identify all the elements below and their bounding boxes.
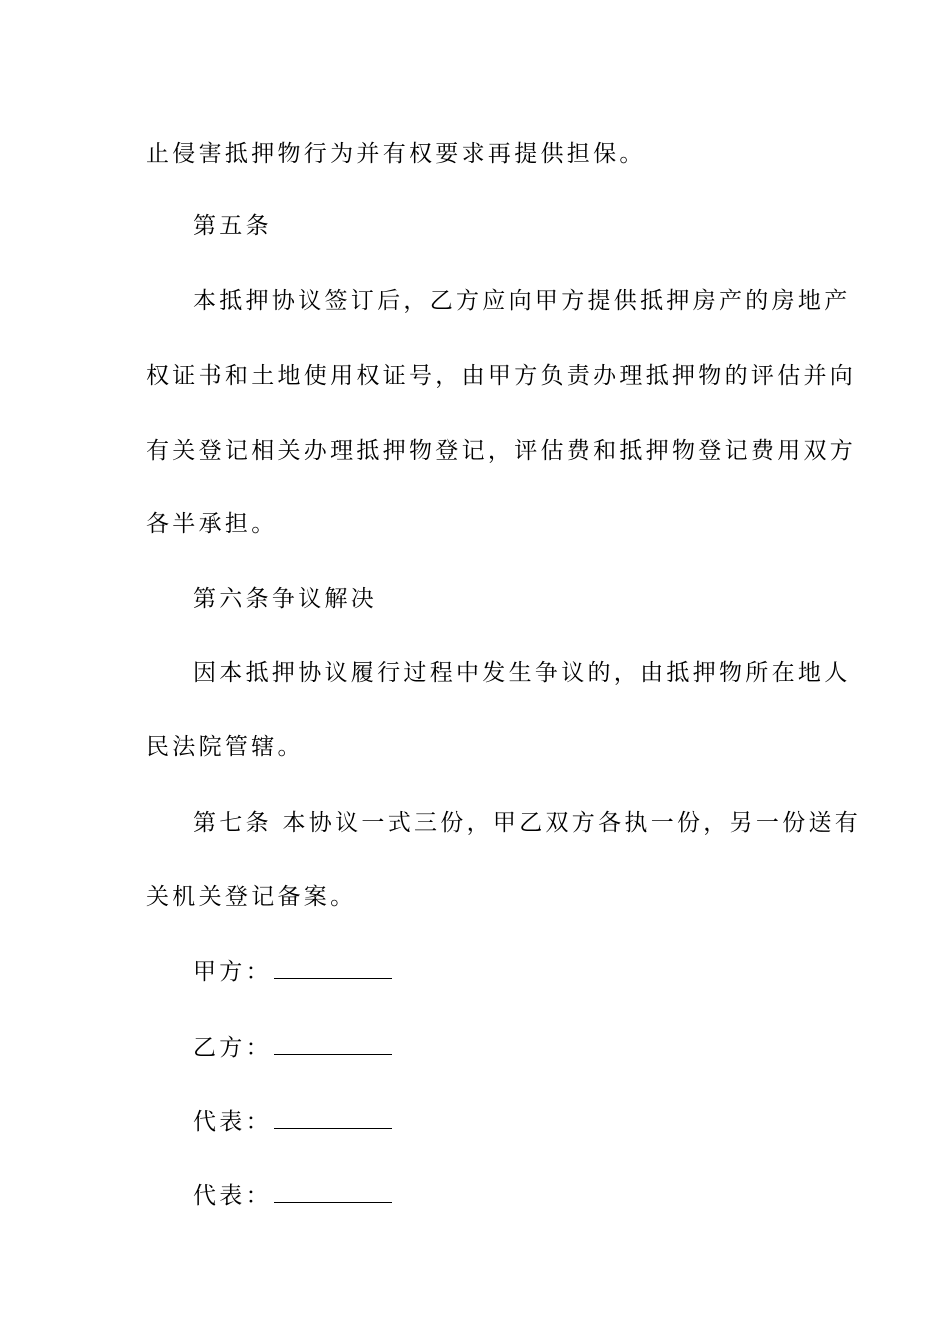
signature-representative	[193, 1182, 392, 1210]
signature-blank-line	[274, 977, 392, 979]
signature-party-a	[193, 958, 392, 986]
signature-blank-line	[274, 1053, 392, 1055]
signature-label: 代表：	[193, 1183, 272, 1209]
signature-label: 代表：	[193, 1109, 272, 1135]
signature-blank-line	[274, 1201, 392, 1203]
signature-label: 乙方：	[193, 1035, 272, 1061]
paragraph-line: 止侵害抵押物行为并有权要求再提供担保。	[146, 141, 646, 167]
paragraph-line: 第七条 本协议一式三份，甲乙双方各执一份，另一份送有	[193, 810, 862, 836]
article-heading: 第六条争议解决	[193, 586, 378, 612]
article-heading: 第五条	[193, 213, 272, 239]
paragraph-line: 有关登记相关办理抵押物登记，评估费和抵押物登记费用双方	[146, 438, 857, 464]
paragraph-line: 民法院管辖。	[146, 734, 304, 760]
signature-label: 甲方：	[193, 959, 272, 985]
signature-party-b	[193, 1034, 392, 1062]
paragraph-line: 关机关登记备案。	[146, 884, 357, 910]
signature-representative	[193, 1108, 392, 1136]
paragraph-line: 本抵押协议签订后，乙方应向甲方提供抵押房产的房地产	[193, 288, 851, 314]
paragraph-line: 各半承担。	[146, 511, 278, 537]
paragraph-line: 权证书和土地使用权证号，由甲方负责办理抵押物的评估并向	[146, 363, 857, 389]
signature-blank-line	[274, 1127, 392, 1129]
paragraph-line: 因本抵押协议履行过程中发生争议的，由抵押物所在地人	[193, 660, 851, 686]
